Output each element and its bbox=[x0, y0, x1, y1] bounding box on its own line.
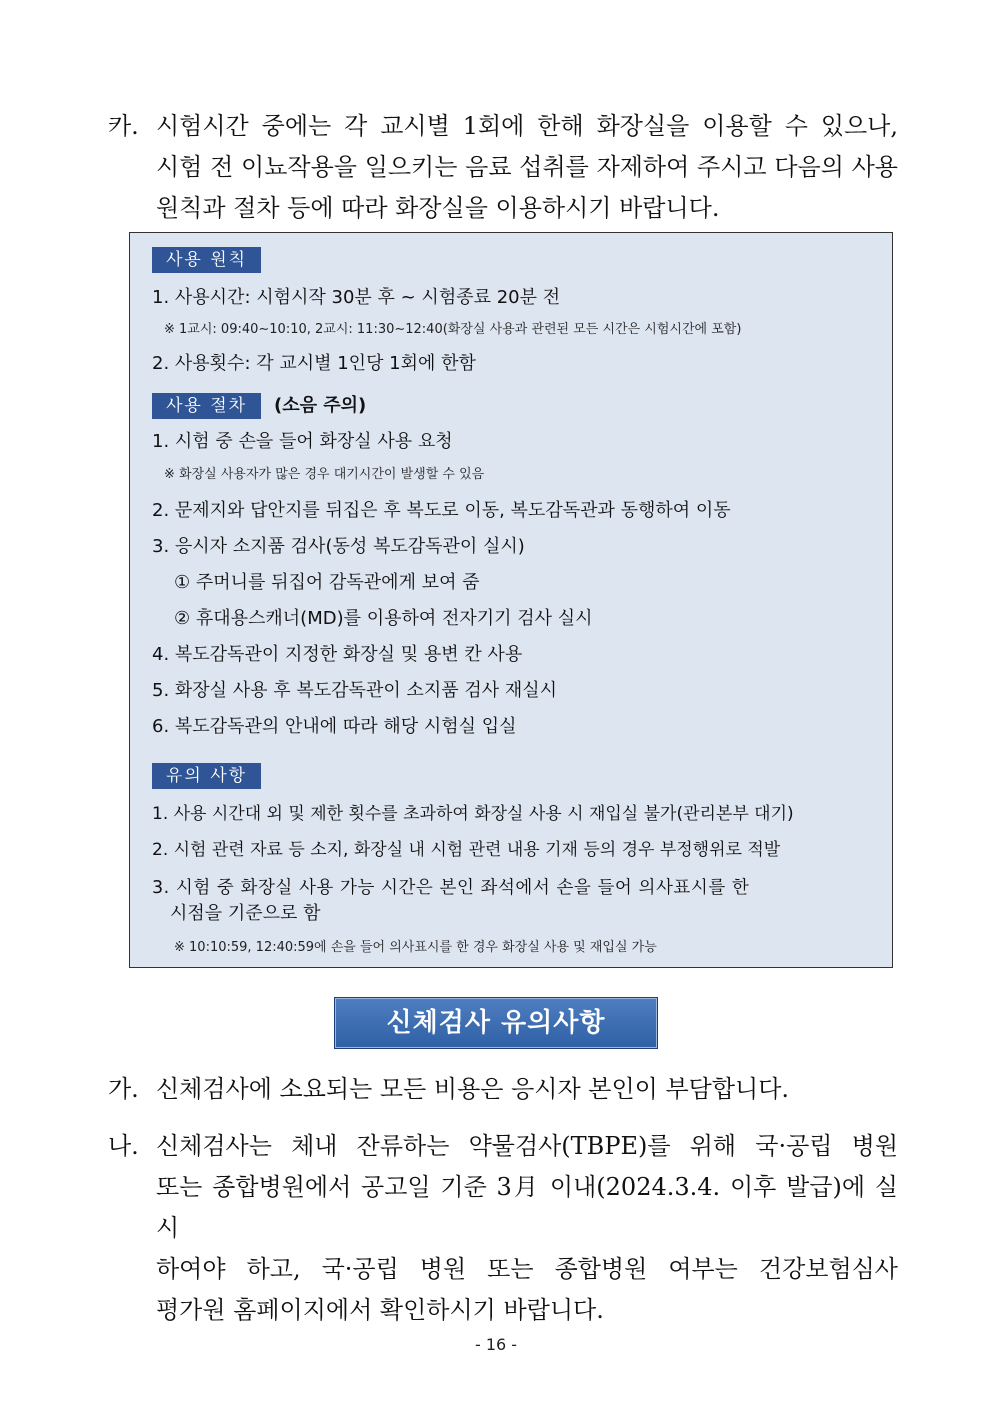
procedure-item: 2. 문제지와 답안지를 뒤집은 후 복도로 이동, 복도감독관과 동행하여 이동 bbox=[152, 500, 731, 521]
caution-item: 1. 사용 시간대 외 및 제한 횟수를 초과하여 화장실 사용 시 재입실 불가(관리본부 대기) bbox=[152, 804, 794, 824]
principle-item: 1. 사용시간: 시험시작 30분 후 ~ 시험종료 20분 전 bbox=[152, 287, 561, 308]
principle-note: ※ 1교시: 09:40∼10:10, 2교시: 11:30∼12:40(화장실 사용과 관련된 모든 시간은 시험시간에 포함) bbox=[164, 322, 742, 337]
procedure-item: 5. 화장실 사용 후 복도감독관이 소지품 검사 재실시 bbox=[152, 680, 557, 701]
principles-tag: 사용 원칙 bbox=[152, 247, 261, 273]
intro-paragraph bbox=[108, 106, 898, 229]
paragraph-na bbox=[108, 1126, 898, 1331]
procedure-subitem: ① 주머니를 뒤집어 감독관에게 보여 줌 bbox=[174, 572, 480, 593]
intro-line: 원칙과 절차 등에 따라 화장실을 이용하시기 바랍니다. bbox=[156, 194, 720, 222]
ga-mark: 가. bbox=[108, 1075, 139, 1103]
procedure-item: 3. 응시자 소지품 검사(동성 복도감독관이 실시) bbox=[152, 536, 525, 557]
noise-caution: (소음 주의) bbox=[274, 395, 367, 416]
procedure-subitem: ② 휴대용스캐너(MD)를 이용하여 전자기기 검사 실시 bbox=[174, 608, 593, 629]
cautions-tag: 유의 사항 bbox=[152, 763, 261, 789]
caution-item: 2. 시험 관련 자료 등 소지, 화장실 내 시험 관련 내용 기재 등의 경우 부정행위로 적발 bbox=[152, 840, 781, 860]
caution-item: 3. 시험 중 화장실 사용 가능 시간은 본인 좌석에서 손을 들어 의사표시를 한 bbox=[152, 878, 750, 898]
section-title: 신체검사 유의사항 bbox=[334, 997, 658, 1049]
procedure-item: 1. 시험 중 손을 들어 화장실 사용 요청 bbox=[152, 431, 453, 452]
paragraph-ga bbox=[108, 1069, 898, 1110]
na-line: 평가원 홈페이지에서 확인하시기 바랍니다. bbox=[156, 1296, 604, 1324]
intro-mark: 카. bbox=[108, 112, 139, 140]
ga-line: 신체검사에 소요되는 모든 비용은 응시자 본인이 부담합니다. bbox=[156, 1075, 790, 1103]
intro-line: 시험 전 이뇨작용을 일으키는 음료 섭취를 자제하여 주시고 다음의 사용 bbox=[156, 153, 898, 181]
procedure-note: ※ 화장실 사용자가 많은 경우 대기시간이 발생할 수 있음 bbox=[164, 467, 485, 482]
na-line: 신체검사는 체내 잔류하는 약물검사(TBPE)를 위해 국·공립 병원 bbox=[156, 1132, 898, 1160]
procedure-item: 4. 복도감독관이 지정한 화장실 및 용변 칸 사용 bbox=[152, 644, 523, 665]
intro-line: 시험시간 중에는 각 교시별 1회에 한해 화장실을 이용할 수 있으나, bbox=[156, 112, 898, 140]
restroom-rules-box bbox=[129, 232, 893, 968]
principle-item: 2. 사용횟수: 각 교시별 1인당 1회에 한함 bbox=[152, 353, 476, 374]
procedure-item: 6. 복도감독관의 안내에 따라 해당 시험실 입실 bbox=[152, 716, 517, 737]
caution-note: ※ 10:10:59, 12:40:59에 손을 들어 의사표시를 한 경우 화장실 사용 및 재입실 가능 bbox=[174, 940, 657, 955]
na-mark: 나. bbox=[108, 1132, 139, 1160]
caution-item-cont: 시점을 기준으로 함 bbox=[170, 903, 321, 924]
page-number: - 16 - bbox=[474, 1335, 518, 1354]
na-line: 또는 종합병원에서 공고일 기준 3月 이내(2024.3.4. 이후 발급)에 실시 bbox=[156, 1173, 898, 1242]
procedure-tag: 사용 절차 bbox=[152, 393, 261, 419]
na-line: 하여야 하고, 국·공립 병원 또는 종합병원 여부는 건강보험심사 bbox=[156, 1255, 898, 1283]
